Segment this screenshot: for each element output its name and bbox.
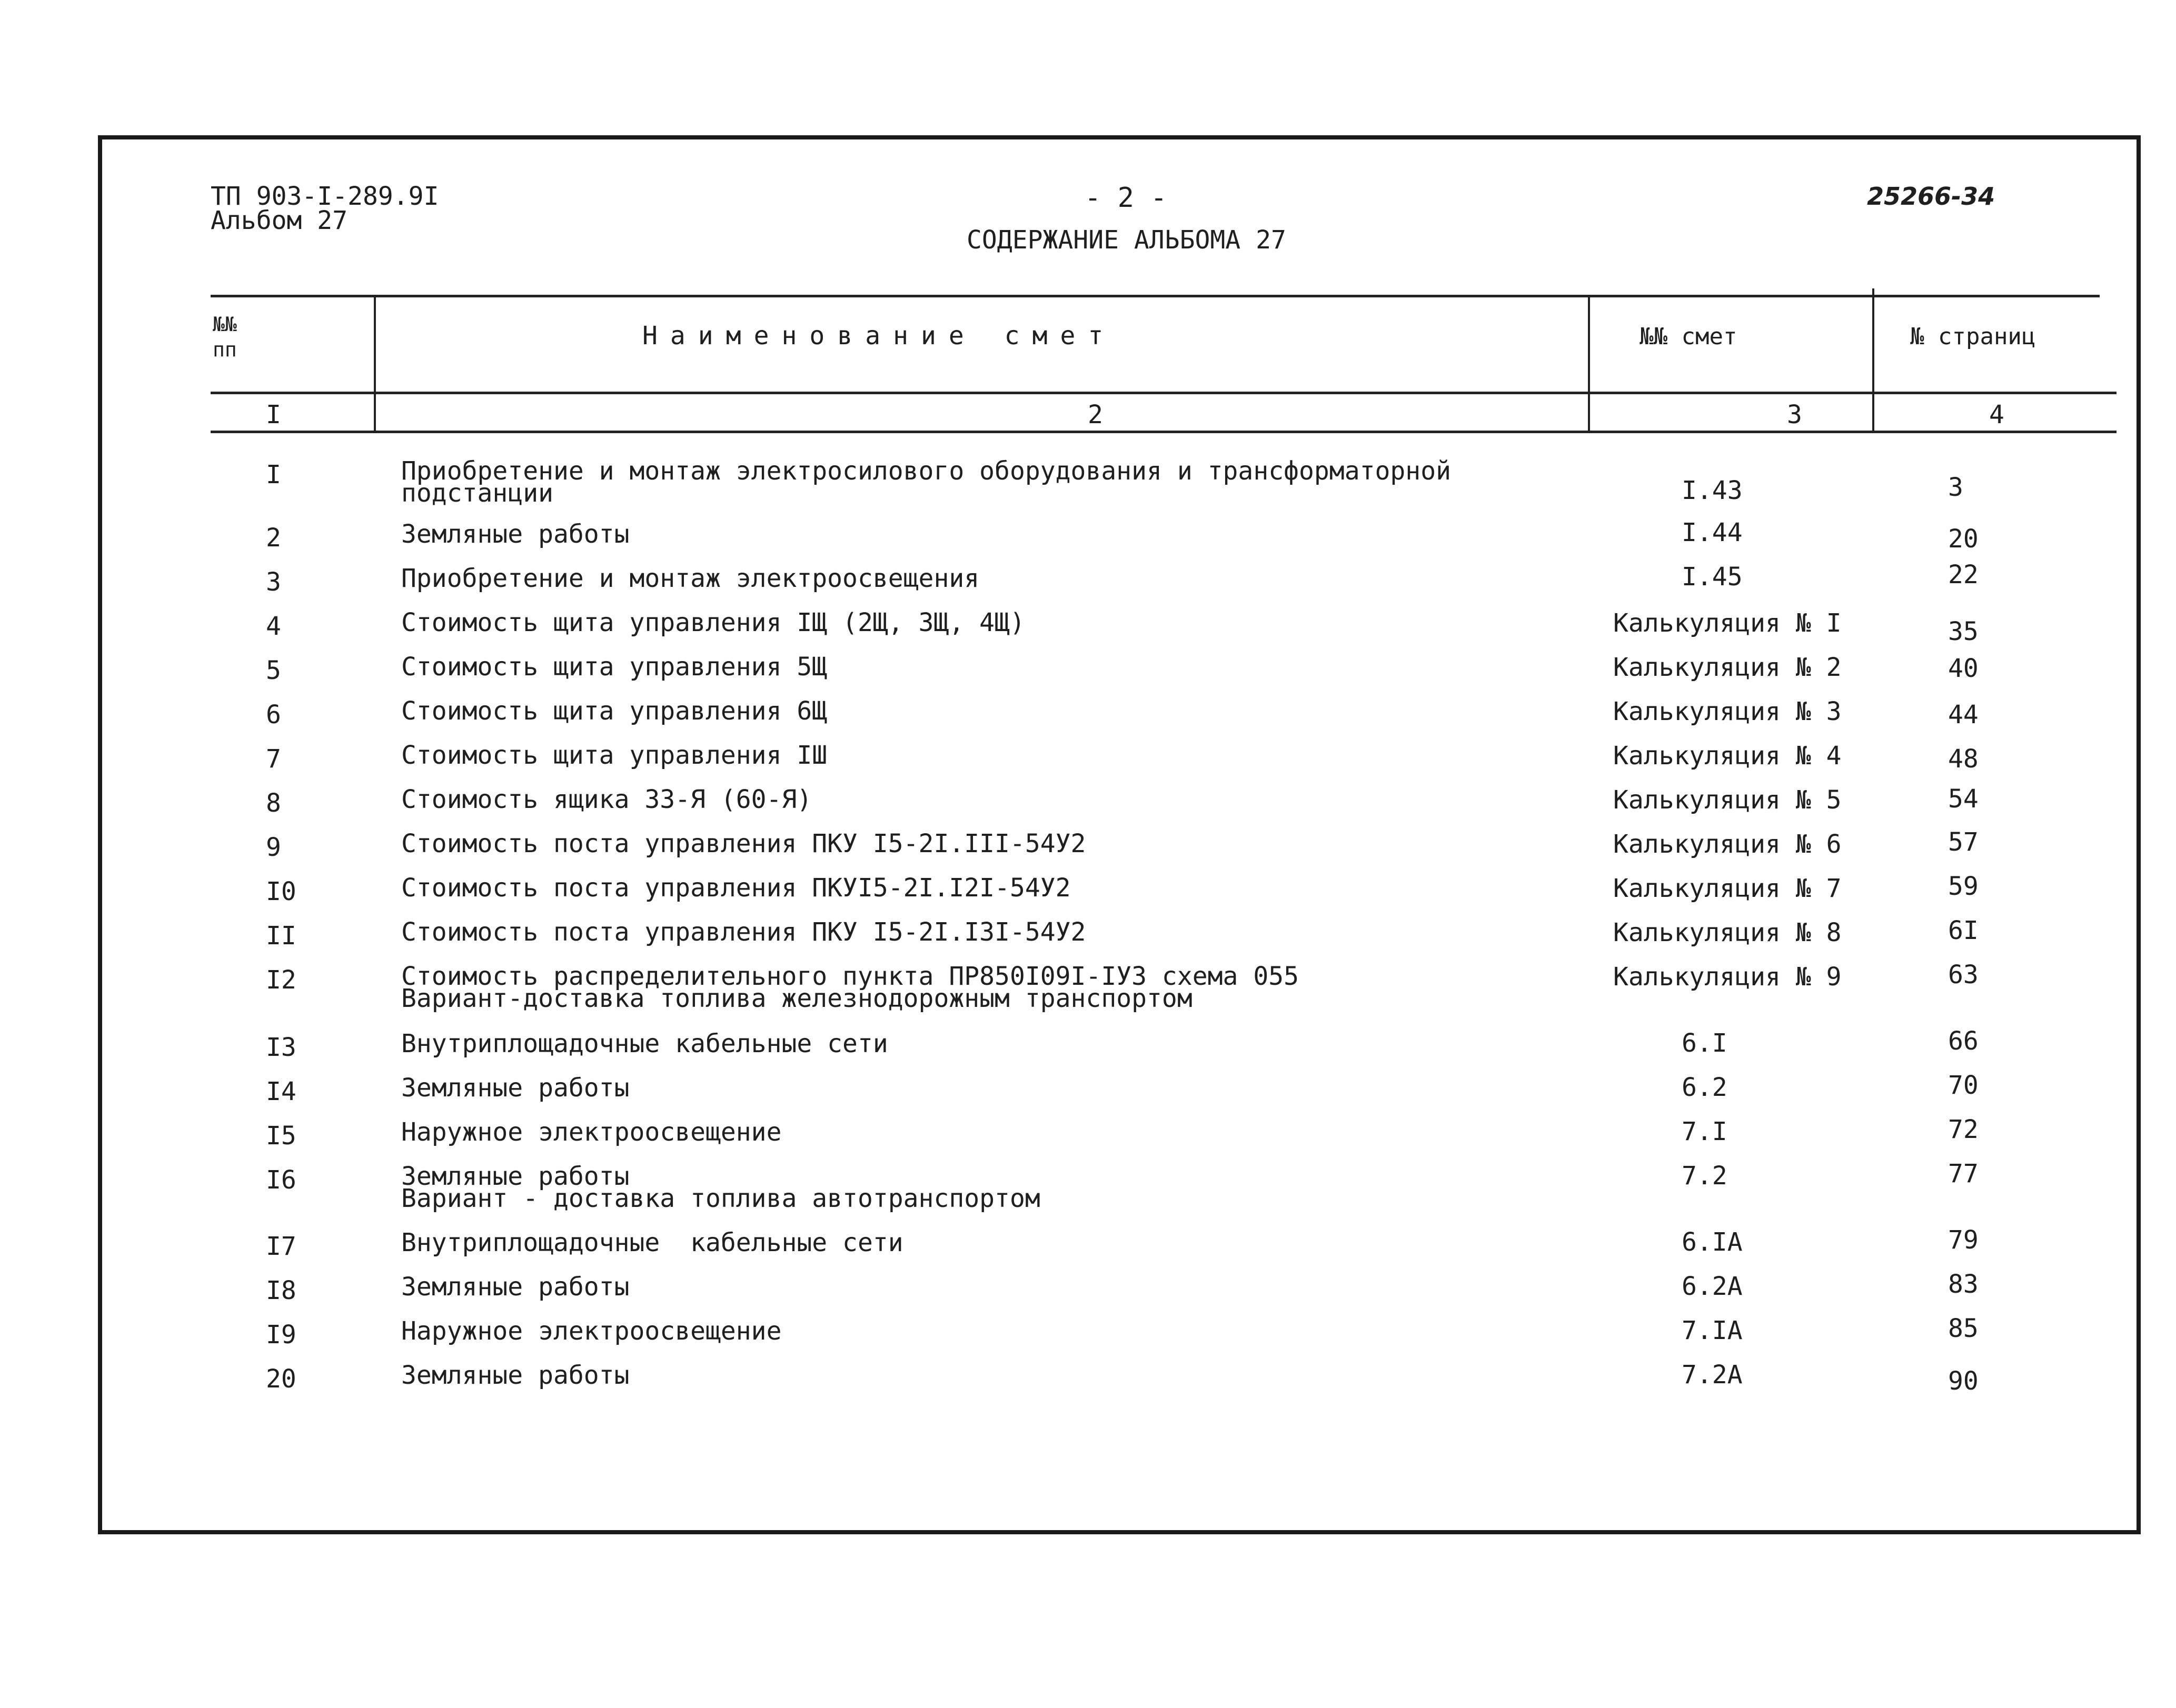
row-estimate: I.43 bbox=[1682, 476, 1743, 505]
album-label: Альбом 27 bbox=[211, 206, 348, 235]
row-estimate: 6.2A bbox=[1682, 1272, 1743, 1301]
row-page: 90 bbox=[1948, 1366, 1979, 1396]
row-page: 79 bbox=[1948, 1225, 1979, 1255]
row-name: Земляные работы bbox=[401, 520, 630, 549]
row-name: Земляные работы bbox=[401, 1361, 630, 1390]
row-name: Стоимость щита управления IШ bbox=[401, 741, 828, 770]
column-header-pages: № страниц bbox=[1910, 323, 2036, 350]
column-number-4: 4 bbox=[1989, 400, 2004, 430]
row-name: Стоимость поста управления ПКУ I5-2I.III-54У2 bbox=[401, 829, 1086, 858]
row-page: 54 bbox=[1948, 784, 1979, 814]
row-number: I4 bbox=[266, 1077, 296, 1106]
row-page: 83 bbox=[1948, 1270, 1979, 1299]
column-header-num: №№ пп bbox=[213, 313, 237, 361]
row-page: 63 bbox=[1948, 960, 1979, 990]
row-estimate: Калькуляция № 3 bbox=[1613, 697, 1842, 726]
row-page: 59 bbox=[1948, 872, 1979, 901]
row-number: 5 bbox=[266, 656, 281, 685]
row-name: Стоимость щита управления 6Щ bbox=[401, 696, 828, 726]
row-name: Стоимость поста управления ПКУ I5-2I.I3I-54У2 bbox=[401, 917, 1086, 947]
row-number: 6 bbox=[266, 700, 281, 730]
row-name: Внутриплощадочные кабельные сети bbox=[401, 1029, 888, 1058]
row-estimate: 6.IA bbox=[1682, 1227, 1743, 1257]
table-divider-2 bbox=[1588, 296, 1590, 432]
row-number: 8 bbox=[266, 788, 281, 818]
row-number: 7 bbox=[266, 744, 281, 774]
row-page: 70 bbox=[1948, 1071, 1979, 1100]
document-code: ТП 903-I-289.9I bbox=[211, 182, 439, 211]
column-number-3: 3 bbox=[1787, 400, 1802, 430]
row-page: 6I bbox=[1948, 916, 1979, 945]
row-page: 40 bbox=[1948, 654, 1979, 683]
archive-stamp: 25266-34 bbox=[1867, 182, 1995, 211]
row-estimate: Калькуляция № 2 bbox=[1613, 653, 1842, 682]
row-page: 20 bbox=[1948, 524, 1979, 554]
row-page: 22 bbox=[1948, 560, 1979, 590]
table-top-rule bbox=[211, 295, 2100, 297]
row-estimate: Калькуляция № I bbox=[1613, 608, 1842, 638]
row-page: 57 bbox=[1948, 827, 1979, 857]
page-title: СОДЕРЖАНИЕ АЛЬБОМА 27 bbox=[967, 225, 1286, 255]
row-estimate: I.44 bbox=[1682, 518, 1743, 547]
row-estimate: 7.I bbox=[1682, 1117, 1727, 1146]
row-name: Земляные работы bbox=[401, 1272, 630, 1302]
row-name: Стоимость щита управления IЩ (2Щ, 3Щ, 4Щ) bbox=[401, 608, 1025, 637]
row-page: 77 bbox=[1948, 1159, 1979, 1188]
row-number: I7 bbox=[266, 1232, 296, 1261]
row-number: I bbox=[266, 460, 281, 490]
row-estimate: Калькуляция № 7 bbox=[1613, 874, 1842, 903]
row-page: 72 bbox=[1948, 1115, 1979, 1144]
row-number: 20 bbox=[266, 1364, 296, 1394]
row-estimate: Калькуляция № 6 bbox=[1613, 830, 1842, 859]
column-number-1: I bbox=[266, 400, 281, 430]
row-number: II bbox=[266, 921, 296, 951]
row-number: I2 bbox=[266, 965, 296, 995]
row-number: I3 bbox=[266, 1033, 296, 1062]
document-code-block bbox=[211, 184, 439, 233]
row-estimate: 6.2 bbox=[1682, 1073, 1727, 1102]
row-number: I6 bbox=[266, 1165, 296, 1195]
row-name: Стоимость распределительного пункта ПР850I09I-IУ3 схема 055 Вариант-доставка топлива железнодорожным транспортом bbox=[401, 962, 1299, 1013]
row-estimate: Калькуляция № 9 bbox=[1613, 962, 1842, 992]
row-estimate: 6.I bbox=[1682, 1028, 1727, 1058]
row-name: Стоимость щита управления 5Щ bbox=[401, 652, 828, 682]
row-number: I9 bbox=[266, 1320, 296, 1350]
row-name: Стоимость поста управления ПКУI5-2I.I2I-54У2 bbox=[401, 873, 1071, 903]
row-number: I0 bbox=[266, 877, 296, 906]
row-page: 44 bbox=[1948, 700, 1979, 730]
page-number: - 2 - bbox=[1085, 182, 1167, 214]
row-name: Наружное электроосвещение bbox=[401, 1316, 782, 1346]
row-number: 2 bbox=[266, 523, 281, 553]
column-number-2: 2 bbox=[1088, 400, 1103, 430]
row-estimate: 7.IA bbox=[1682, 1316, 1743, 1345]
row-estimate: 7.2A bbox=[1682, 1360, 1743, 1390]
row-page: 66 bbox=[1948, 1026, 1979, 1056]
row-page: 85 bbox=[1948, 1314, 1979, 1343]
row-number: 9 bbox=[266, 833, 281, 862]
row-number: I5 bbox=[266, 1121, 296, 1151]
row-estimate: I.45 bbox=[1682, 562, 1743, 592]
row-name: Земляные работы bbox=[401, 1073, 630, 1103]
row-page: 3 bbox=[1948, 473, 1963, 502]
row-estimate: Калькуляция № 5 bbox=[1613, 785, 1842, 815]
row-number: 4 bbox=[266, 612, 281, 641]
row-estimate: Калькуляция № 4 bbox=[1613, 741, 1842, 771]
row-name: Земляные работы Вариант - доставка топлива автотранспортом bbox=[401, 1162, 1040, 1213]
row-number: 3 bbox=[266, 567, 281, 597]
row-page: 35 bbox=[1948, 617, 1979, 646]
table-header-rule bbox=[211, 392, 2117, 394]
table-colnum-rule bbox=[211, 431, 2117, 433]
row-name: Наружное электроосвещение bbox=[401, 1117, 782, 1147]
column-header-estimate: №№ смет bbox=[1640, 323, 1737, 350]
row-name: Приобретение и монтаж электроосвещения bbox=[401, 564, 980, 593]
table-divider-1 bbox=[374, 296, 376, 432]
row-name: Внутриплощадочные кабельные сети bbox=[401, 1228, 903, 1257]
row-number: I8 bbox=[266, 1276, 296, 1305]
row-name: Стоимость ящика 33-Я (60-Я) bbox=[401, 785, 812, 814]
column-header-name: Наименование смет bbox=[642, 321, 1116, 351]
row-name: Приобретение и монтаж электросилового оборудования и трансформаторной подстанции bbox=[401, 456, 1451, 508]
table-divider-3 bbox=[1872, 288, 1874, 432]
row-page: 48 bbox=[1948, 744, 1979, 774]
row-estimate: 7.2 bbox=[1682, 1161, 1727, 1191]
row-estimate: Калькуляция № 8 bbox=[1613, 918, 1842, 947]
